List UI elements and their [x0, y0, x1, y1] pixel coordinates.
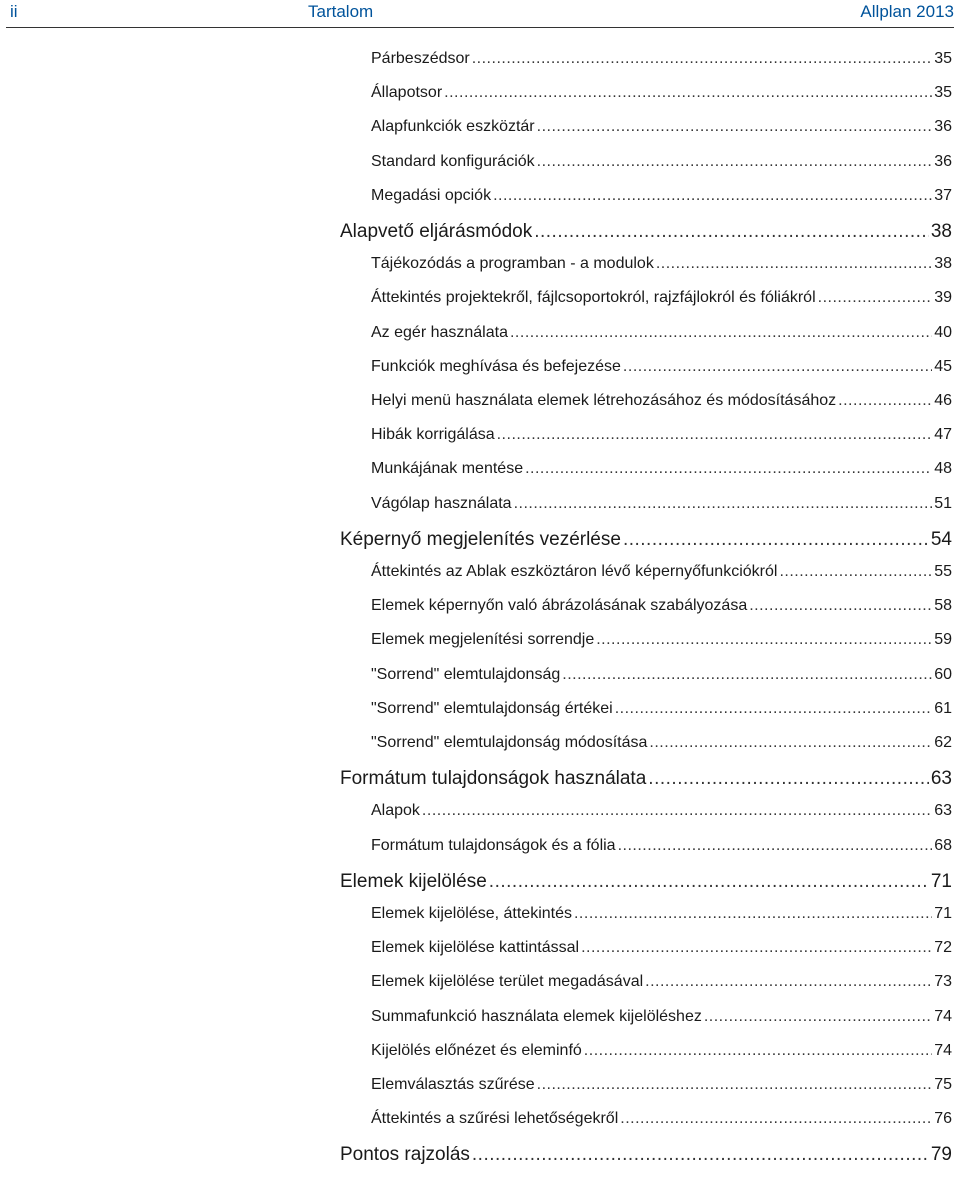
- toc-dot-leader: [514, 495, 933, 513]
- toc-entry-page: 74: [934, 1041, 952, 1059]
- header-product-name: Allplan 2013: [860, 2, 954, 21]
- toc-section-entry[interactable]: [371, 84, 952, 110]
- toc-section-entry[interactable]: [371, 324, 952, 350]
- toc-section-entry[interactable]: [371, 666, 952, 692]
- toc-entry-page: 46: [934, 392, 952, 409]
- toc-chapter-entry[interactable]: [340, 871, 952, 897]
- toc-entry-page: 72: [934, 939, 952, 957]
- toc-dot-leader: [422, 802, 932, 820]
- toc-entry-title: Áttekintés projektekről, fájlcsoportokról, rajzfájlokról és fóliákról: [371, 289, 816, 307]
- toc-dot-leader: [618, 837, 933, 855]
- toc-section-entry[interactable]: [371, 905, 952, 931]
- toc-section-entry[interactable]: [371, 289, 952, 315]
- toc-dot-leader: [537, 153, 933, 171]
- toc-entry-title: Megadási opciók: [371, 186, 492, 204]
- toc-entry-title: "Sorrend" elemtulajdonság: [371, 665, 561, 683]
- toc-dot-leader: [623, 358, 932, 376]
- toc-section-entry[interactable]: [371, 426, 952, 452]
- toc-dot-leader: [472, 1144, 929, 1166]
- toc-dot-leader: [620, 1110, 932, 1128]
- toc-entry-page: 74: [934, 1007, 952, 1025]
- toc-section-entry[interactable]: [371, 392, 952, 418]
- toc-entry-title: Alapok: [371, 802, 420, 820]
- toc-entry-page: 40: [934, 323, 952, 341]
- toc-chapter-entry[interactable]: [340, 768, 952, 794]
- toc-chapter-entry[interactable]: [340, 221, 952, 247]
- toc-section-entry[interactable]: [371, 939, 952, 965]
- toc-chapter-entry[interactable]: [340, 1144, 952, 1170]
- toc-entry-page: 75: [934, 1076, 952, 1093]
- toc-entry-page: 39: [934, 289, 952, 307]
- toc-entry-title: Elemek megjelenítési sorrendje: [371, 631, 595, 649]
- toc-entry-page: 60: [934, 665, 952, 683]
- toc-section-entry[interactable]: [371, 1076, 952, 1102]
- toc-entry-title: Párbeszédsor: [371, 50, 470, 67]
- toc-entry-page: 36: [934, 152, 952, 170]
- toc-entry-page: 35: [934, 84, 952, 102]
- toc-entry-title: Áttekintés a szűrési lehetőségekről: [371, 1110, 619, 1128]
- toc-entry-page: 54: [930, 528, 952, 550]
- toc-entry-title: Munkájának mentése: [371, 460, 524, 478]
- toc-entry-title: Elemválasztás szűrése: [371, 1076, 535, 1093]
- toc-entry-page: 38: [930, 221, 952, 242]
- toc-dot-leader: [749, 597, 932, 615]
- toc-entry-title: Elemek kijelölése terület megadásával: [371, 973, 644, 991]
- toc-entry-page: 76: [934, 1110, 952, 1128]
- toc-section-entry[interactable]: [371, 495, 952, 521]
- toc-entry-page: 79: [930, 1144, 952, 1166]
- toc-dot-leader: [596, 631, 932, 649]
- toc-entry-page: 38: [934, 255, 952, 273]
- toc-dot-leader: [656, 255, 932, 273]
- toc-entry-page: 55: [934, 563, 952, 580]
- toc-dot-leader: [497, 426, 933, 444]
- toc-entry-page: 47: [934, 426, 952, 444]
- toc-section-entry[interactable]: [371, 153, 952, 179]
- toc-section-entry[interactable]: [371, 973, 952, 999]
- toc-section-entry[interactable]: [371, 118, 952, 144]
- toc-section-entry[interactable]: [371, 1008, 952, 1034]
- toc-chapter-entry[interactable]: [340, 529, 952, 555]
- toc-dot-leader: [444, 84, 932, 102]
- toc-entry-title: Áttekintés az Ablak eszköztáron lévő képernyőfunkciókról: [371, 563, 778, 580]
- toc-entry-title: Helyi menü használata elemek létrehozásához és módosításához: [371, 392, 837, 409]
- toc-entry-page: 71: [930, 870, 952, 892]
- toc-section-entry[interactable]: [371, 1110, 952, 1136]
- toc-section-entry[interactable]: [371, 255, 952, 281]
- toc-dot-leader: [584, 1042, 932, 1060]
- toc-entry-page: 61: [934, 699, 952, 717]
- toc-section-entry[interactable]: [371, 563, 952, 589]
- toc-dot-leader: [818, 289, 933, 307]
- toc-entry-title: Elemek kijelölése: [340, 870, 487, 892]
- toc-dot-leader: [525, 460, 932, 478]
- toc-entry-page: 36: [934, 118, 952, 136]
- toc-dot-leader: [704, 1008, 932, 1026]
- toc-dot-leader: [537, 118, 933, 136]
- toc-entry-page: 37: [934, 186, 952, 204]
- toc-dot-leader: [489, 871, 929, 893]
- toc-entry-page: 58: [934, 597, 952, 615]
- toc-dot-leader: [534, 221, 929, 243]
- toc-dot-leader: [838, 392, 932, 410]
- toc-dot-leader: [581, 939, 932, 957]
- toc-entry-page: 73: [934, 973, 952, 991]
- toc-entry-page: 62: [934, 734, 952, 751]
- toc-dot-leader: [472, 50, 932, 68]
- toc-entry-title: Képernyő megjelenítés vezérlése: [340, 528, 621, 550]
- toc-entry-title: Formátum tulajdonságok használata: [340, 768, 647, 790]
- toc-section-entry[interactable]: [371, 734, 952, 760]
- toc-dot-leader: [574, 905, 932, 923]
- toc-entry-title: Állapotsor: [371, 84, 443, 102]
- toc-entry-title: Elemek kijelölése kattintással: [371, 939, 580, 957]
- toc-entry-title: Vágólap használata: [371, 494, 512, 512]
- toc-section-entry[interactable]: [371, 187, 952, 213]
- toc-dot-leader: [510, 324, 932, 342]
- toc-dot-leader: [649, 734, 932, 752]
- toc-entry-page: 63: [934, 802, 952, 820]
- toc-entry-title: Summafunkció használata elemek kijelöléshez: [371, 1007, 702, 1025]
- toc-entry-title: Hibák korrigálása: [371, 426, 495, 444]
- toc-entry-title: Elemek képernyőn való ábrázolásának szabályozása: [371, 597, 748, 615]
- toc-entry-page: 68: [934, 836, 952, 854]
- toc-section-entry[interactable]: [371, 802, 952, 828]
- toc-dot-leader: [648, 768, 929, 790]
- toc-dot-leader: [562, 666, 932, 684]
- toc-entry-page: 48: [934, 460, 952, 478]
- header-page-number: ii: [10, 2, 18, 21]
- toc-dot-leader: [537, 1076, 933, 1094]
- toc-section-entry[interactable]: [371, 358, 952, 384]
- toc-entry-title: "Sorrend" elemtulajdonság értékei: [371, 699, 613, 717]
- toc-entry-title: Funkciók meghívása és befejezése: [371, 357, 621, 375]
- toc-dot-leader: [615, 700, 932, 718]
- toc-entry-title: Pontos rajzolás: [340, 1144, 470, 1166]
- toc-dot-leader: [493, 187, 932, 205]
- toc-entry-title: "Sorrend" elemtulajdonság módosítása: [371, 734, 648, 751]
- toc-dot-leader: [779, 563, 932, 581]
- toc-section-entry[interactable]: [371, 597, 952, 623]
- toc-section-entry[interactable]: [371, 700, 952, 726]
- toc-section-entry[interactable]: [371, 837, 952, 863]
- toc-dot-leader: [645, 973, 932, 991]
- toc-section-entry[interactable]: [371, 460, 952, 486]
- toc-section-entry[interactable]: [371, 1042, 952, 1068]
- toc-entry-title: Formátum tulajdonságok és a fólia: [371, 836, 616, 854]
- toc-entry-title: Alapvető eljárásmódok: [340, 221, 533, 242]
- toc-entry-page: 63: [930, 768, 952, 790]
- toc-entry-page: 59: [934, 631, 952, 649]
- toc-section-entry[interactable]: [371, 631, 952, 657]
- toc-entry-title: Kijelölés előnézet és eleminfó: [371, 1041, 582, 1059]
- toc-entry-title: Tájékozódás a programban - a modulok: [371, 255, 654, 273]
- toc-entry-page: 45: [934, 357, 952, 375]
- toc-entry-page: 51: [934, 494, 952, 512]
- toc-entry-title: Alapfunkciók eszköztár: [371, 118, 535, 136]
- toc-entry-title: Az egér használata: [371, 323, 508, 341]
- toc-entry-title: Standard konfigurációk: [371, 152, 535, 170]
- toc-dot-leader: [623, 529, 929, 551]
- header-section-title: Tartalom: [308, 2, 374, 21]
- toc-entry-page: 35: [934, 50, 952, 67]
- toc-section-entry[interactable]: [371, 50, 952, 76]
- toc-entry-page: 71: [934, 905, 952, 922]
- toc-entry-title: Elemek kijelölése, áttekintés: [371, 905, 572, 922]
